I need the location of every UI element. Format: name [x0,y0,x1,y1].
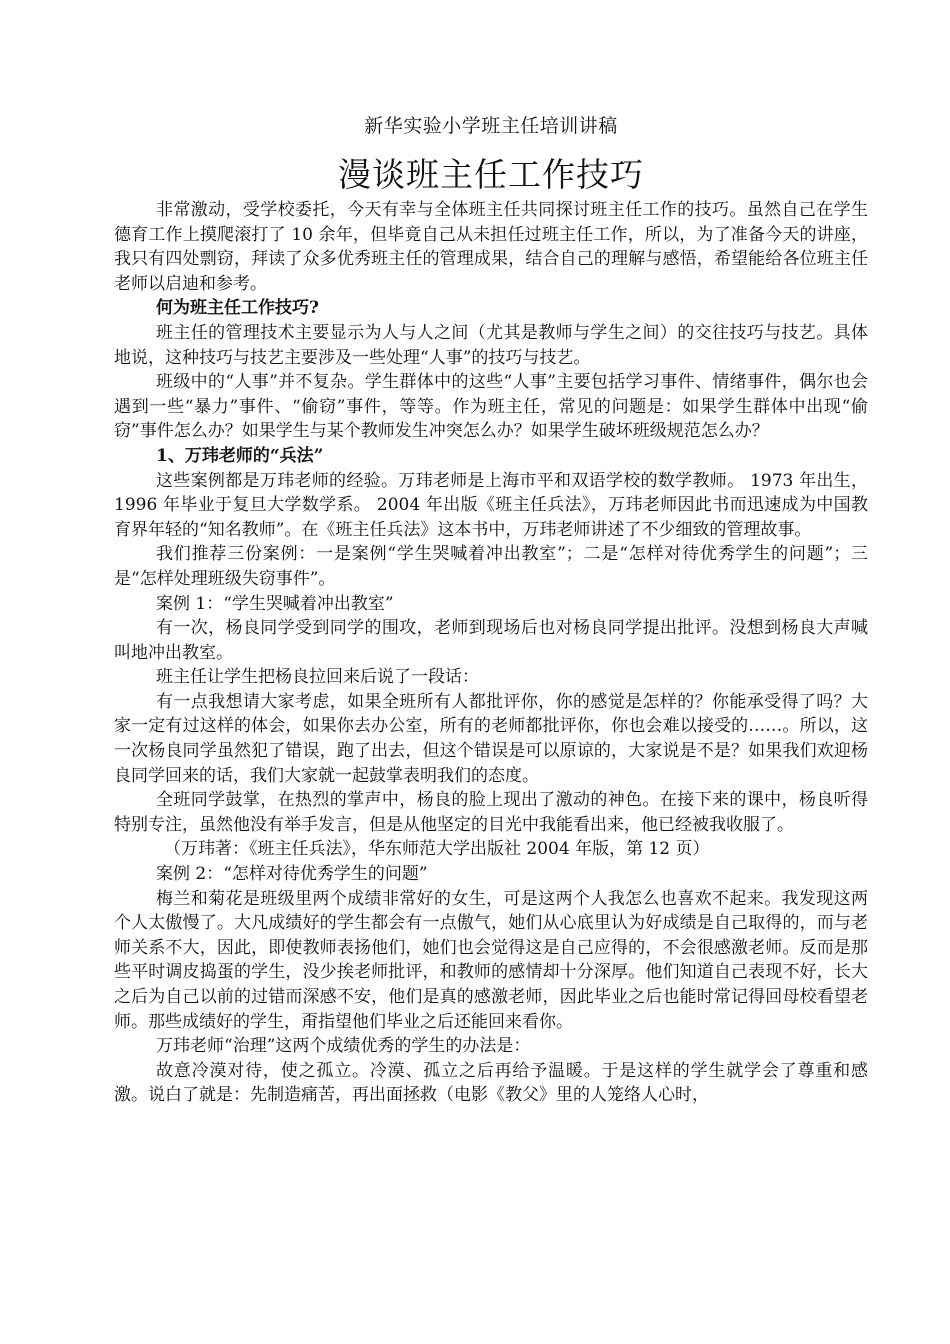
body-paragraph: 这些案例都是万玮老师的经验。万玮老师是上海市平和双语学校的数学教师。 1973 年出生， 1996 年毕业于复旦大学数学系。 2004 年出版《班主任兵法》，万玮老师因此书而迅速成为中国教育界年轻的“知名教师”。在《班主任兵法》这本书中，万玮老师讲述了不少细致的管理故事。 [114,470,868,540]
body-paragraph: 故意冷漠对待，使之孤立。冷漠、孤立之后再给予温暖。于是这样的学生就学会了尊重和感激。说白了就是：先制造痛苦，再出面拯救（电影《教父》里的人笼络人心时， [114,1060,868,1106]
body-paragraph: 万玮老师“治理”这两个成绩优秀的学生的办法是： [156,1036,531,1057]
citation: （万玮著：《班主任兵法》，华东师范大学出版社 2004 年版，第 12 页） [164,839,710,860]
intro-paragraph: 非常激动，受学校委托，今天有幸与全体班主任共同探讨班主任工作的技巧。虽然自己在学生德育工作上摸爬滚打了 10 余年，但毕竟自己从未担任过班主任工作，所以，为了准备今天的讲座，我只有四处剽窃，拜读了众多优秀班主任的管理成果，结合自己的理解与感悟，希望能给各位班主任老师以启迪和参考。 [114,200,868,294]
document-body [114,112,868,1108]
case-2-heading: 案例 2：“怎样对待优秀学生的问题” [156,864,428,885]
body-paragraph: 全班同学鼓掌，在热烈的掌声中，杨良的脸上现出了激动的神色。在接下来的课中，杨良听得特别专注，虽然他没有举手发言，但是从他坚定的目光中我能看出来，他已经被我收服了。 [114,790,868,835]
body-paragraph: 有一次，杨良同学受到同学的围攻，老师到现场后也对杨良同学提出批评。没想到杨良大声喊叫地冲出教室。 [114,618,868,663]
body-paragraph: 班级中的“人事”并不复杂。学生群体中的这些“人事”主要包括学习事件、情绪事件，偶尔也会遇到一些“暴力”事件、“偷窃”事件，等等。作为班主任，常见的问题是：如果学生群体中出现“偷窃”事件怎么办？如果学生与某个教师发生冲突怎么办？如果学生破坏班级规范怎么办？ [114,372,868,442]
section-heading-what-is-skill: 何为班主任工作技巧? [156,298,319,319]
document-title: 漫谈班主任工作技巧 [338,155,644,194]
body-paragraph: 班主任让学生把杨良拉回来后说了一段话： [156,667,479,688]
document-subtitle: 新华实验小学班主任培训讲稿 [364,115,618,137]
quoted-speech-paragraph: 有一点我想请大家考虑，如果全班所有人都批评你，你的感觉是怎样的？你能承受得了吗？大家一定有过这样的体会，如果你去办公室，所有的老师都批评你，你也会难以接受的……。所以，这一次杨良同学虽然犯了错误，跑了出去，但这个错误是可以原谅的，大家说是不是？如果我们欢迎杨良同学回来的话，我们大家就一起鼓掌表明我们的态度。 [114,691,868,786]
body-paragraph: 梅兰和菊花是班级里两个成绩非常好的女生，可是这两个人我怎么也喜欢不起来。我发现这两个人太傲慢了。大凡成绩好的学生都会有一点傲气，她们从心底里认为好成绩是自己取得的，而与老师关系不大，因此，即使教师表扬他们，她们也会觉得这是自己应得的，不会很感激老师。反而是那些平时调皮捣蛋的学生，没少挨老师批评，和教师的感情却十分深厚。他们知道自己表现不好，长大之后为自己以前的过错而深感不安，他们是真的感激老师，因此毕业之后也能时常记得回母校看望老师。那些成绩好的学生，甭指望他们毕业之后还能回来看你。 [114,888,868,1032]
body-paragraph: 我们推荐三份案例：一是案例“学生哭喊着冲出教室”；二是“怎样对待优秀学生的问题”；三是“怎样处理班级失窃事件”。 [114,544,868,589]
section-heading-wan-wei: 1、万玮老师的“兵法” [156,445,324,466]
body-paragraph: 班主任的管理技术主要显示为人与人之间（尤其是教师与学生之间）的交往技巧与技艺。具体地说，这种技巧与技艺主要涉及一些处理“人事”的技巧与技艺。 [114,322,868,368]
case-1-heading: 案例 1：“学生哭喊着冲出教室” [156,593,394,614]
